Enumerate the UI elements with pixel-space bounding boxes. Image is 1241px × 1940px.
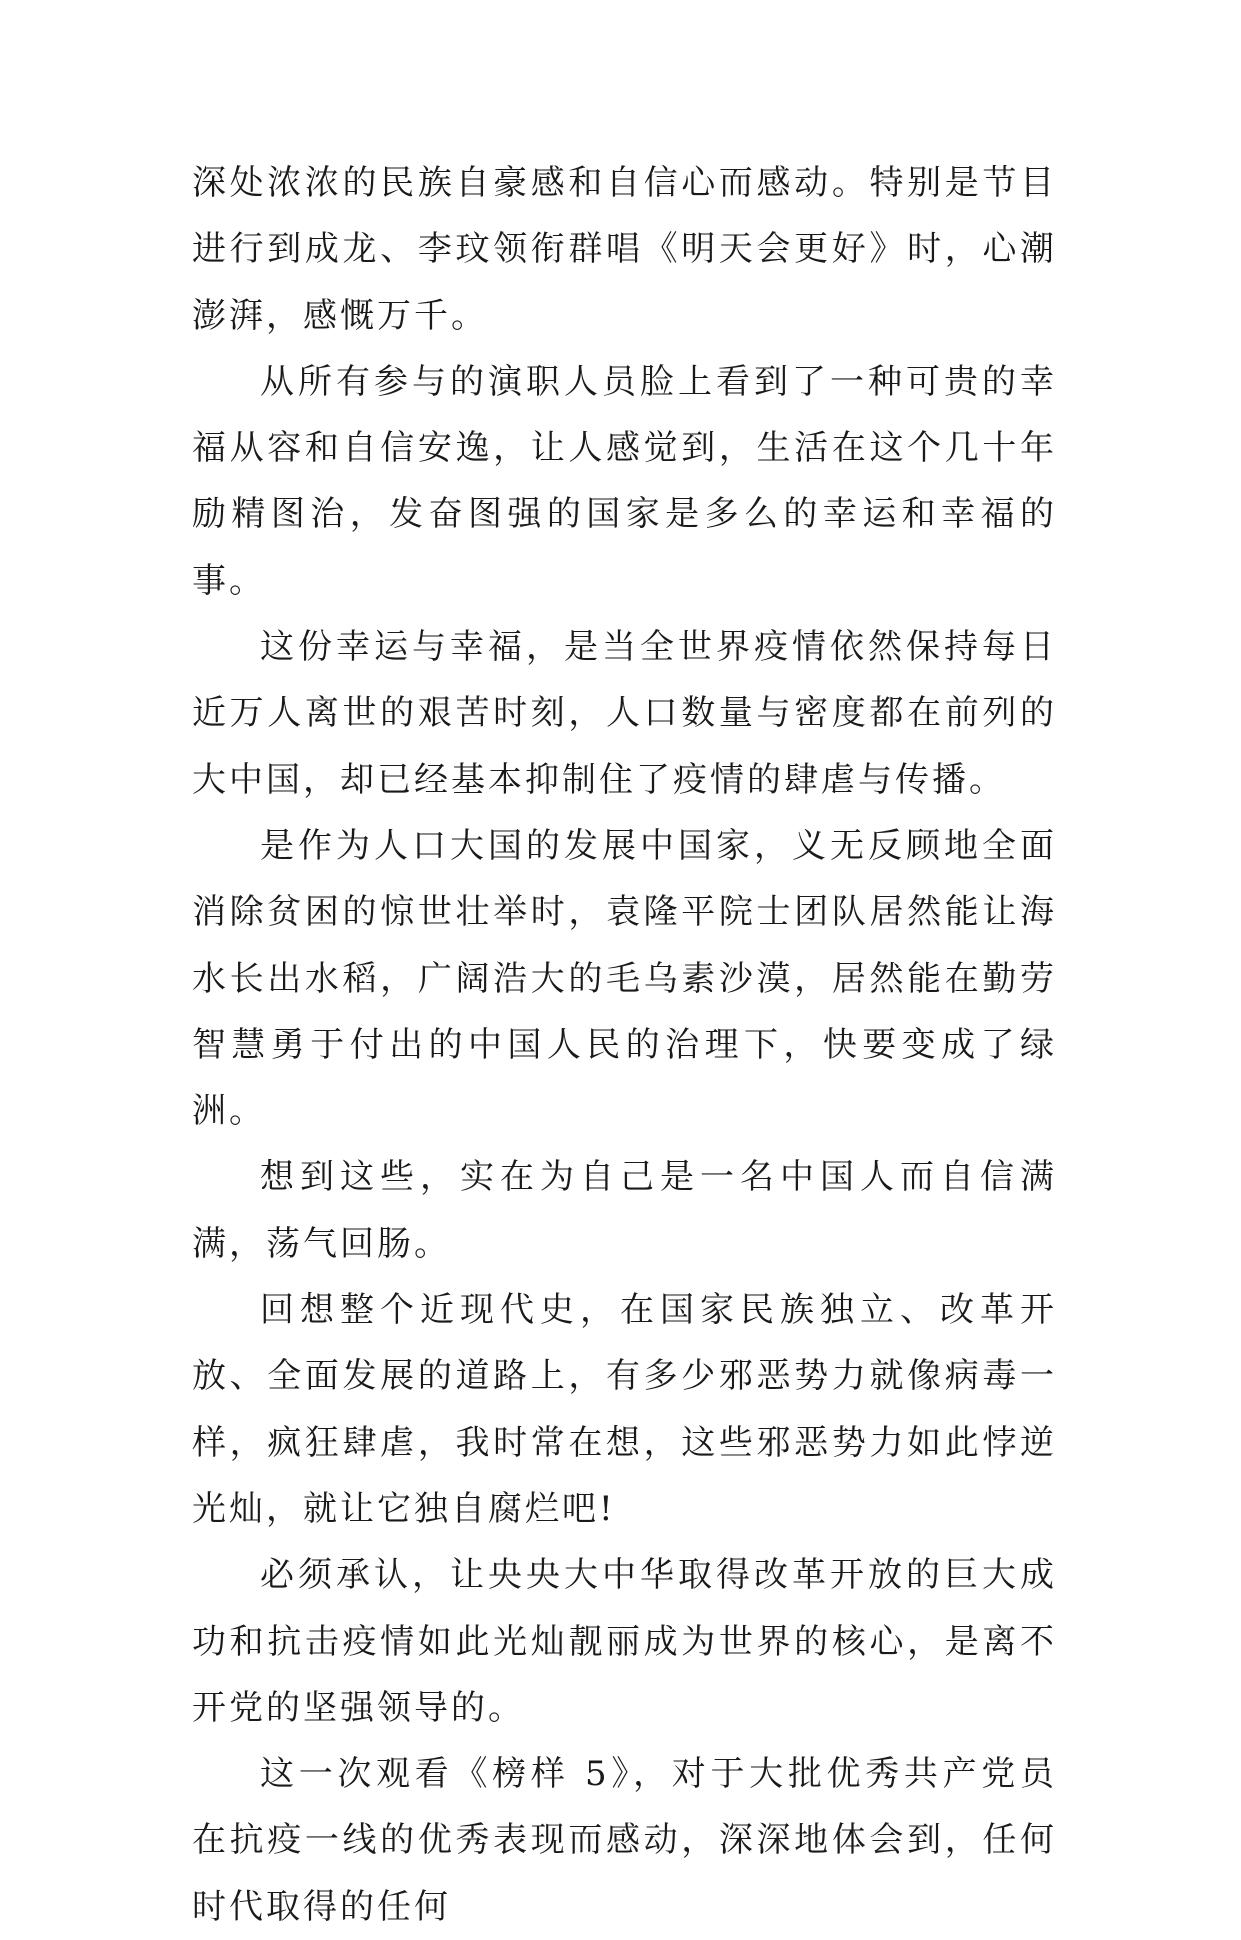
document-body bbox=[192, 150, 1057, 1940]
paragraph: 必须承认，让央央大中华取得改革开放的巨大成功和抗击疫情如此光灿靓丽成为世界的核心，是离不开党的坚强领导的。 bbox=[192, 1555, 1057, 1728]
paragraph: 从所有参与的演职人员脸上看到了一种可贵的幸福从容和自信安逸，让人感觉到，生活在这个几十年励精图治，发奋图强的国家是多么的幸运和幸福的事。 bbox=[192, 361, 1057, 601]
paragraph: 是作为人口大国的发展中国家，义无反顾地全面消除贫困的惊世壮举时，袁隆平院士团队居然能让海水长出水稻，广阔浩大的毛乌素沙漠，居然能在勤劳智慧勇于付出的中国人民的治理下，快要变成了绿洲。 bbox=[192, 825, 1057, 1132]
paragraph: 深处浓浓的民族自豪感和自信心而感动。特别是节目进行到成龙、李玟领衔群唱《明天会更好》时，心潮澎湃，感慨万千。 bbox=[192, 163, 1057, 336]
paragraph: 这份幸运与幸福，是当全世界疫情依然保持每日近万人离世的艰苦时刻，人口数量与密度都在前列的大中国，却已经基本抑制住了疫情的肆虐与传播。 bbox=[192, 627, 1057, 800]
paragraph: 回想整个近现代史，在国家民族独立、改革开放、全面发展的道路上，有多少邪恶势力就像病毒一样，疯狂肆虐，我时常在想，这些邪恶势力如此悖逆光灿，就让它独自腐烂吧! bbox=[192, 1290, 1057, 1529]
paragraph: 想到这些，实在为自己是一名中国人而自信满满，荡气回肠。 bbox=[192, 1157, 1057, 1264]
paragraph: 这一次观看《榜样 5》，对于大批优秀共产党员在抗疫一线的优秀表现而感动，深深地体会到，任何时代取得的任何 bbox=[192, 1754, 1057, 1927]
